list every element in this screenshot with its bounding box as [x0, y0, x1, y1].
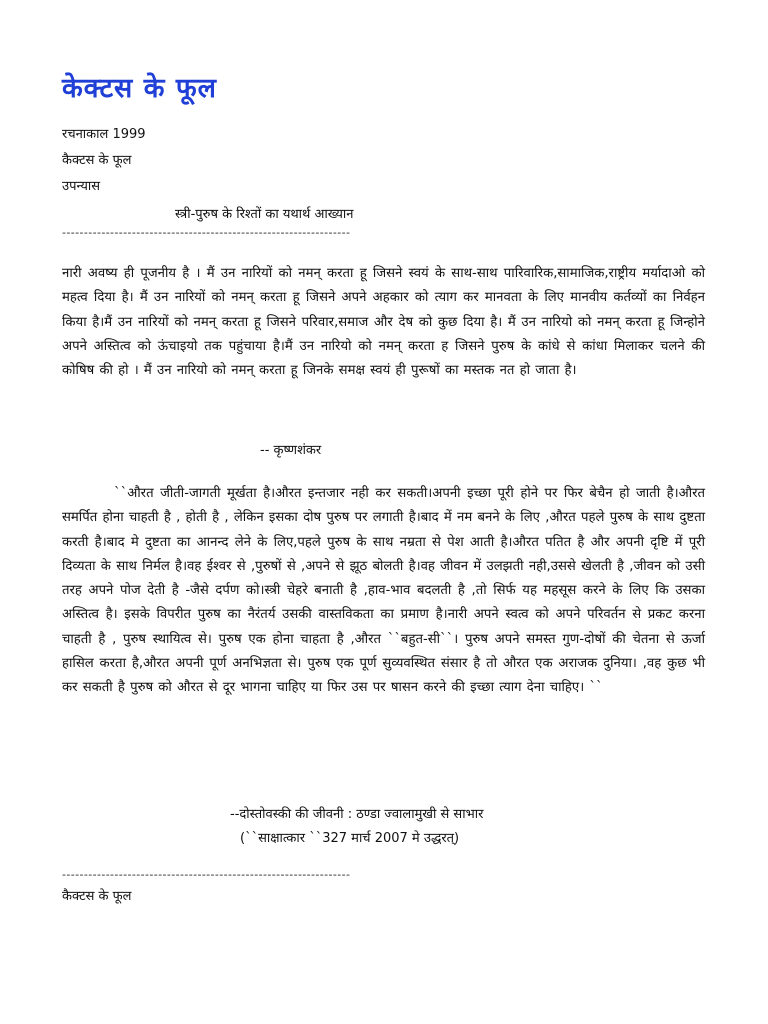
page-title: केक्टस के फूल — [62, 73, 217, 104]
divider-top: ------------------------------------------------------------------ — [62, 226, 351, 239]
paragraph-dedication: नारी अवष्य ही पूजनीय है । मैं उन नारियों को नमन् करता हू जिसने स्वयं के साथ-साथ पारिवारिक,सामाजिक,राष्ट्रीय मर्यादाओ को महत्व दिया है। मैं उन नारियों को नमन् करता हू जिसने अपने अहकार को त्याग कर मानवता के लिए मानवीय कर्तव्यों का निर्वहन किया है।मैं उन नारियों को नमन् करता हू जिसने परिवार,समाज और देष को कुछ दिया है। मैं उन नारियो को नमन् करता हू जिन्होने अपने अस्तित्व को ऊंचाइयो तक पहुंचाया है।मैं उन नारियो को नमन् करता ह जिसने पुरुष के कांधे से कांधा मिलाकर चलने की कोषिष की हो । मैं उन नारियो को नमन् करता हू जिनके समक्ष स्वयं ही पुरूषों का मस्तक नत हो जाता है। — [62, 266, 705, 379]
work-title: कैक्टस के फूल — [62, 153, 132, 168]
signature-author: -- कृष्णशंकर — [260, 443, 322, 458]
divider-bottom: ------------------------------------------------------------------ — [62, 868, 351, 881]
paragraph-quote: ``औरत जीती-जागती मूर्खता है।औरत इन्तजार नही कर सकती।अपनी इच्छा पूरी होने पर फिर बेचैन हो जाती है।औरत समर्पित होना चाहती है , होती है , लेकिन इसका दोष पुरुष पर लगाती है।बाद में नम बनने के लिए ,औरत पहले पुरुष के साथ दुष्टता करती है।बाद मे दुष्टता का आनन्द लेने के लिए,पहले पुरुष के साथ नम्रता से पेश आती है।औरत पतित है और अपनी दृष्टि में पूरी दिव्यता के साथ निर्मल है।वह ईश्वर से ,पुरुषों से ,अपने से झूठ बोलती है।वह जीवन में उलझती नही,उससे खेलती है ,जीवन को उसी तरह अपने पोज देती है -जैसे दर्पण को।स्त्री चेहरे बनाती है ,हाव-भाव बदलती है ,तो सिर्फ यह महसूस करने के लिए कि उसका अस्तित्व है। इसके विपरीत पुरुष का नैरंतर्य उसकी वास्तविकता का प्रमाण है।नारी अपने स्वत्व को अपने परिवर्तन से प्रकट करना चाहती है , पुरुष स्थायित्व से। पुरुष एक होना चाहता है ,औरत ``बहुत-सी``। पुरुष अपने समस्त गुण-दोषों की चेतना से ऊर्जा हासिल करता है,औरत अपनी पूर्ण अनभिज्ञता से। पुरुष एक पूर्ण सुव्यवस्थित संसार है तो औरत एक अराजक दुनिया। ,वह कुछ भी कर सकती है पुरुष को औरत से दूर भागना चाहिए या फिर उस पर षासन करने की इच्छा त्याग देना चाहिए। `` — [62, 486, 705, 696]
genre-label: उपन्यास — [62, 179, 101, 194]
quote-source-note: (``साक्षात्कार ``327 मार्च 2007 मे उद्धरत्) — [240, 831, 460, 846]
document-subtitle: स्त्री-पुरुष के रिश्तों का यथार्थ आख्यान — [175, 207, 354, 222]
composition-year: रचनाकाल 1999 — [62, 127, 146, 142]
quote-attribution: --दोस्तोवस्की की जीवनी : ठण्डा ज्वालामुखी से साभार — [230, 807, 484, 822]
footer-work-title: कैक्टस के फूल — [62, 889, 132, 904]
